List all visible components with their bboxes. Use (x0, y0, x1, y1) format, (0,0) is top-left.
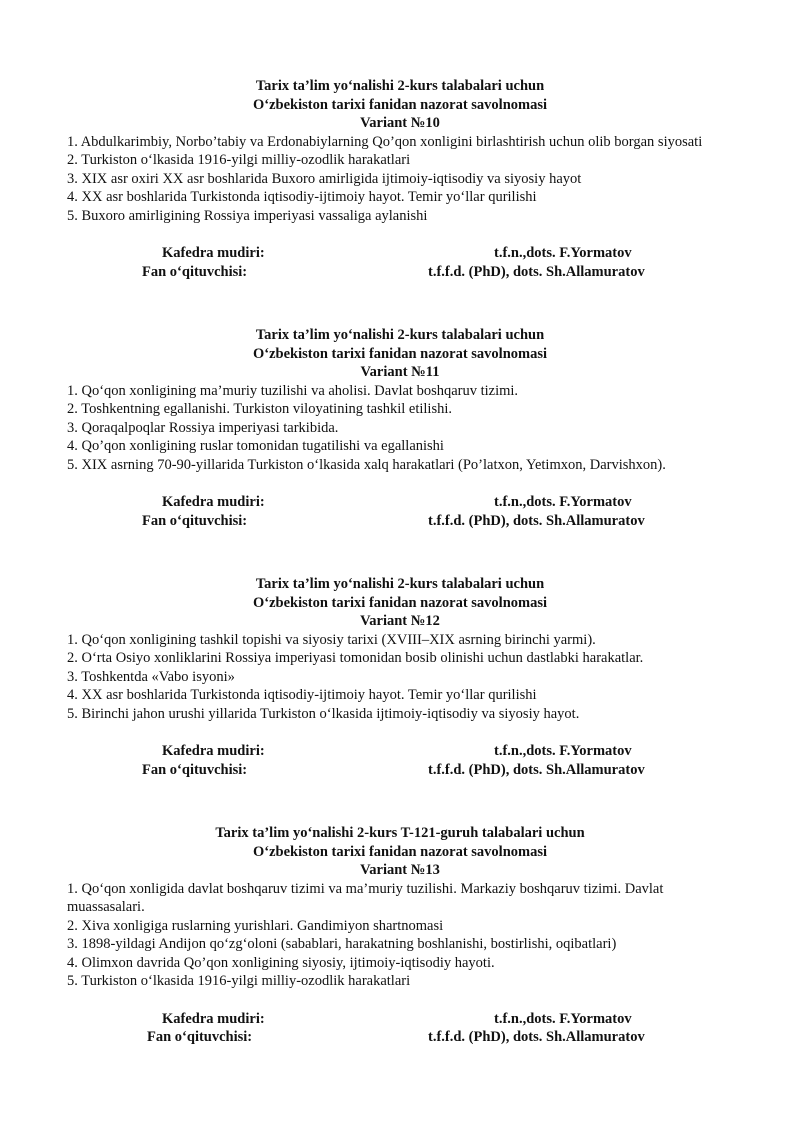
variant-label: Variant №12 (360, 613, 440, 629)
variant-label: Variant №10 (360, 115, 440, 131)
variant-header (0, 77, 800, 133)
question-item: 2. O‘rta Osiyo xonliklarini Rossiya imperiyasi tomonidan bosib olinishi uchun dastlabki harakatlar. (67, 650, 644, 666)
teacher-name: t.f.f.d. (PhD), dots. Sh.Allamuratov (428, 761, 645, 778)
teacher-name: t.f.f.d. (PhD), dots. Sh.Allamuratov (428, 263, 645, 280)
department-head-label: Kafedra mudiri: (162, 245, 265, 261)
header-line-1: Tarix ta’lim yo‘nalishi 2-kurs talabalari uchun (255, 78, 545, 94)
question-item: 4. Olimxon davrida Qo’qon xonligining siyosiy, ijtimoiy-iqtisodiy hayoti. (67, 954, 495, 971)
header-line-2: O‘zbekiston tarixi fanidan nazorat savolnomasi (252, 594, 548, 611)
question-item: 2. Turkiston o‘lkasida 1916-yilgi milliy-ozodlik harakatlari (67, 152, 411, 168)
header-line-2: O‘zbekiston tarixi fanidan nazorat savolnomasi (252, 843, 548, 860)
department-head-name: t.f.n.,dots. F.Yormatov (494, 494, 632, 510)
question-item: 1. Qo‘qon xonligida davlat boshqaruv tizimi va ma’muriy tuzilishi. Markaziy boshqaruv tizimi. Davlat muassasalari. (67, 880, 664, 915)
variant-label: Variant №11 (360, 364, 440, 380)
signature-block (0, 1010, 800, 1047)
question-list (0, 133, 800, 226)
question-item: 4. XX asr boshlarida Turkistonda iqtisodiy-ijtimoiy hayot. Temir yo‘llar qurilishi (67, 189, 537, 205)
question-list (0, 880, 800, 991)
teacher-label: Fan o‘qituvchisi: (142, 761, 248, 778)
header-line-1: Tarix ta’lim yo‘nalishi 2-kurs talabalari uchun (255, 327, 545, 343)
header-line-2: O‘zbekiston tarixi fanidan nazorat savolnomasi (252, 345, 548, 362)
teacher-name: t.f.f.d. (PhD), dots. Sh.Allamuratov (428, 1029, 645, 1045)
question-item: 3. 1898-yildagi Andijon qo‘zg‘oloni (sabablari, harakatning boshlanishi, bostirlishi, oqibatlari) (67, 936, 617, 952)
question-item: 1. Qo‘qon xonligining ma’muriy tuzilishi va aholisi. Davlat boshqaruv tizimi. (67, 382, 519, 399)
question-item: 4. XX asr boshlarida Turkistonda iqtisodiy-ijtimoiy hayot. Temir yo‘llar qurilishi (67, 687, 537, 703)
signature-block (0, 493, 800, 530)
question-item: 5. Turkiston o‘lkasida 1916-yilgi milliy-ozodlik harakatlari (67, 973, 411, 989)
department-head-label: Kafedra mudiri: (162, 494, 265, 510)
department-head-name: t.f.n.,dots. F.Yormatov (494, 1010, 632, 1027)
variant-block (0, 824, 800, 1047)
department-head-label: Kafedra mudiri: (162, 1010, 265, 1027)
variant-header (0, 575, 800, 631)
question-item: 5. Birinchi jahon urushi yillarida Turkiston o‘lkasida ijtimoiy-iqtisodiy va siyosiy hayot. (67, 705, 580, 722)
question-item: 1. Qo‘qon xonligining tashkil topishi va siyosiy tarixi (XVIII–XIX asrning birinchi yarmi). (67, 631, 596, 648)
header-line-1: Tarix ta’lim yo‘nalishi 2-kurs T-121-guruh talabalari uchun (215, 825, 585, 841)
question-item: 5. XIX asrning 70-90-yillarida Turkiston o‘lkasida xalq harakatlari (Po’latxon, Yetimxon, Darvishxon). (67, 456, 666, 473)
teacher-label: Fan o‘qituvchisi: (142, 263, 248, 280)
variant-block (0, 575, 800, 779)
variant-block (0, 77, 800, 281)
teacher-name: t.f.f.d. (PhD), dots. Sh.Allamuratov (428, 512, 645, 529)
question-list (0, 631, 800, 724)
department-head-name: t.f.n.,dots. F.Yormatov (494, 245, 632, 261)
variant-header (0, 824, 800, 880)
variant-label: Variant №13 (360, 862, 440, 878)
header-line-1: Tarix ta’lim yo‘nalishi 2-kurs talabalari uchun (255, 576, 545, 592)
question-item: 3. XIX asr oxiri XX asr boshlarida Buxoro amirligida ijtimoiy-iqtisodiy va siyosiy hayot (67, 170, 582, 187)
variant-block (0, 326, 800, 530)
question-item: 3. Qoraqalpoqlar Rossiya imperiyasi tarkibida. (67, 419, 339, 436)
question-item: 5. Buxoro amirligining Rossiya imperiyasi vassaliga aylanishi (67, 207, 428, 224)
question-item: 2. Xiva xonligiga ruslarning yurishlari. Gandimiyon shartnomasi (67, 917, 444, 934)
question-item: 3. Toshkentda «Vabo isyoni» (67, 668, 235, 685)
department-head-name: t.f.n.,dots. F.Yormatov (494, 743, 632, 759)
variant-header (0, 326, 800, 382)
teacher-label: Fan o‘qituvchisi: (147, 1029, 253, 1045)
header-line-2: O‘zbekiston tarixi fanidan nazorat savolnomasi (252, 96, 548, 113)
teacher-label: Fan o‘qituvchisi: (142, 512, 248, 529)
question-item: 2. Toshkentning egallanishi. Turkiston viloyatining tashkil etilishi. (67, 401, 452, 417)
signature-block (0, 742, 800, 779)
signature-block (0, 244, 800, 281)
department-head-label: Kafedra mudiri: (162, 743, 265, 759)
question-item: 4. Qo’qon xonligining ruslar tomonidan tugatilishi va egallanishi (67, 438, 444, 454)
question-list (0, 382, 800, 475)
question-item: 1. Abdulkarimbiy, Norbo’tabiy va Erdonabiylarning Qo’qon xonligini birlashtirish uchun olib borgan siyosati (67, 133, 703, 150)
